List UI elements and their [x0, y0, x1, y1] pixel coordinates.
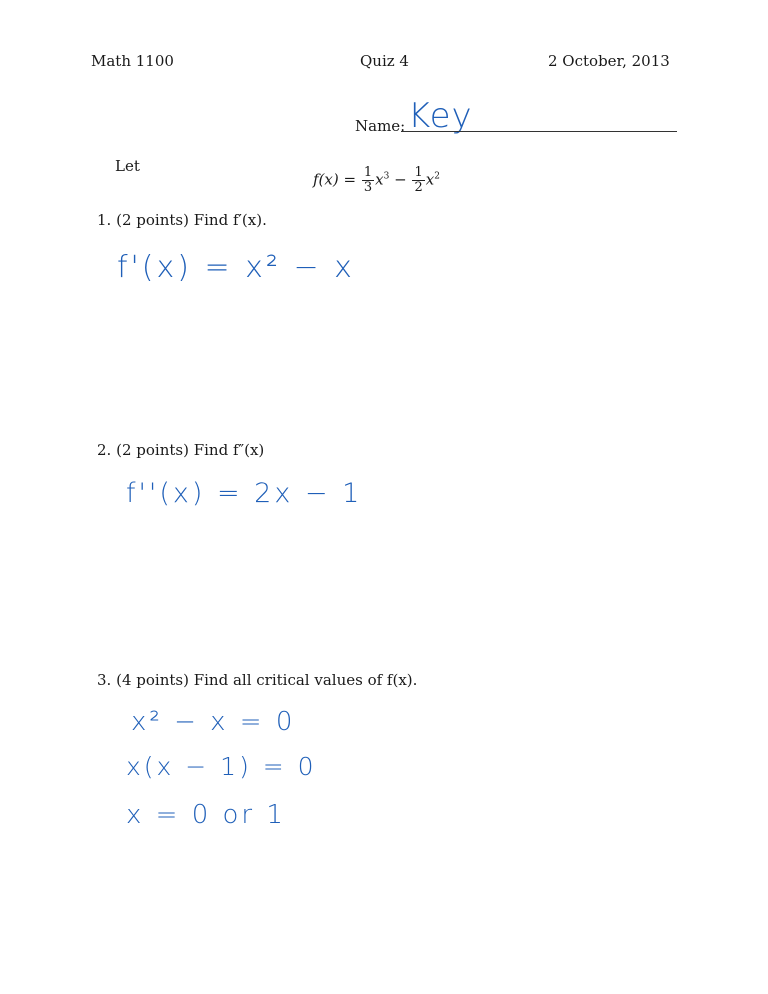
minus-sign: − [394, 170, 407, 189]
question-1: 1. (2 points) Find f′(x). [97, 211, 267, 229]
answer-3-line-2: x(x − 1) = 0 [126, 752, 317, 781]
question-3: 3. (4 points) Find all critical values of f(x). [97, 671, 418, 689]
answer-3-line-1: x² − x = 0 [131, 707, 296, 737]
name-label: Name: [355, 117, 406, 135]
fraction-one-third: $\frac{1}{3}$ [363, 165, 373, 195]
quiz-title: Quiz 4 [360, 52, 409, 70]
name-value: Key [408, 96, 473, 136]
function-definition: f(x) = $\frac{1}{3}$ $x^3$ − $\frac{1}{2}$ $x^2$ [313, 165, 440, 195]
let-label: Let [115, 157, 140, 175]
function-lhs: f(x) = [313, 170, 357, 189]
quiz-date: 2 October, 2013 [548, 52, 670, 70]
answer-2: f''(x) = 2x − 1 [126, 478, 363, 509]
question-2: 2. (2 points) Find f″(x) [97, 441, 265, 459]
fraction-one-half: $\frac{1}{2}$ [414, 165, 423, 195]
name-underline [401, 131, 677, 132]
answer-1: f'(x) = x² − x [117, 250, 355, 285]
answer-3-line-3: x = 0 or 1 [126, 800, 286, 830]
course-title: Math 1100 [91, 52, 174, 70]
